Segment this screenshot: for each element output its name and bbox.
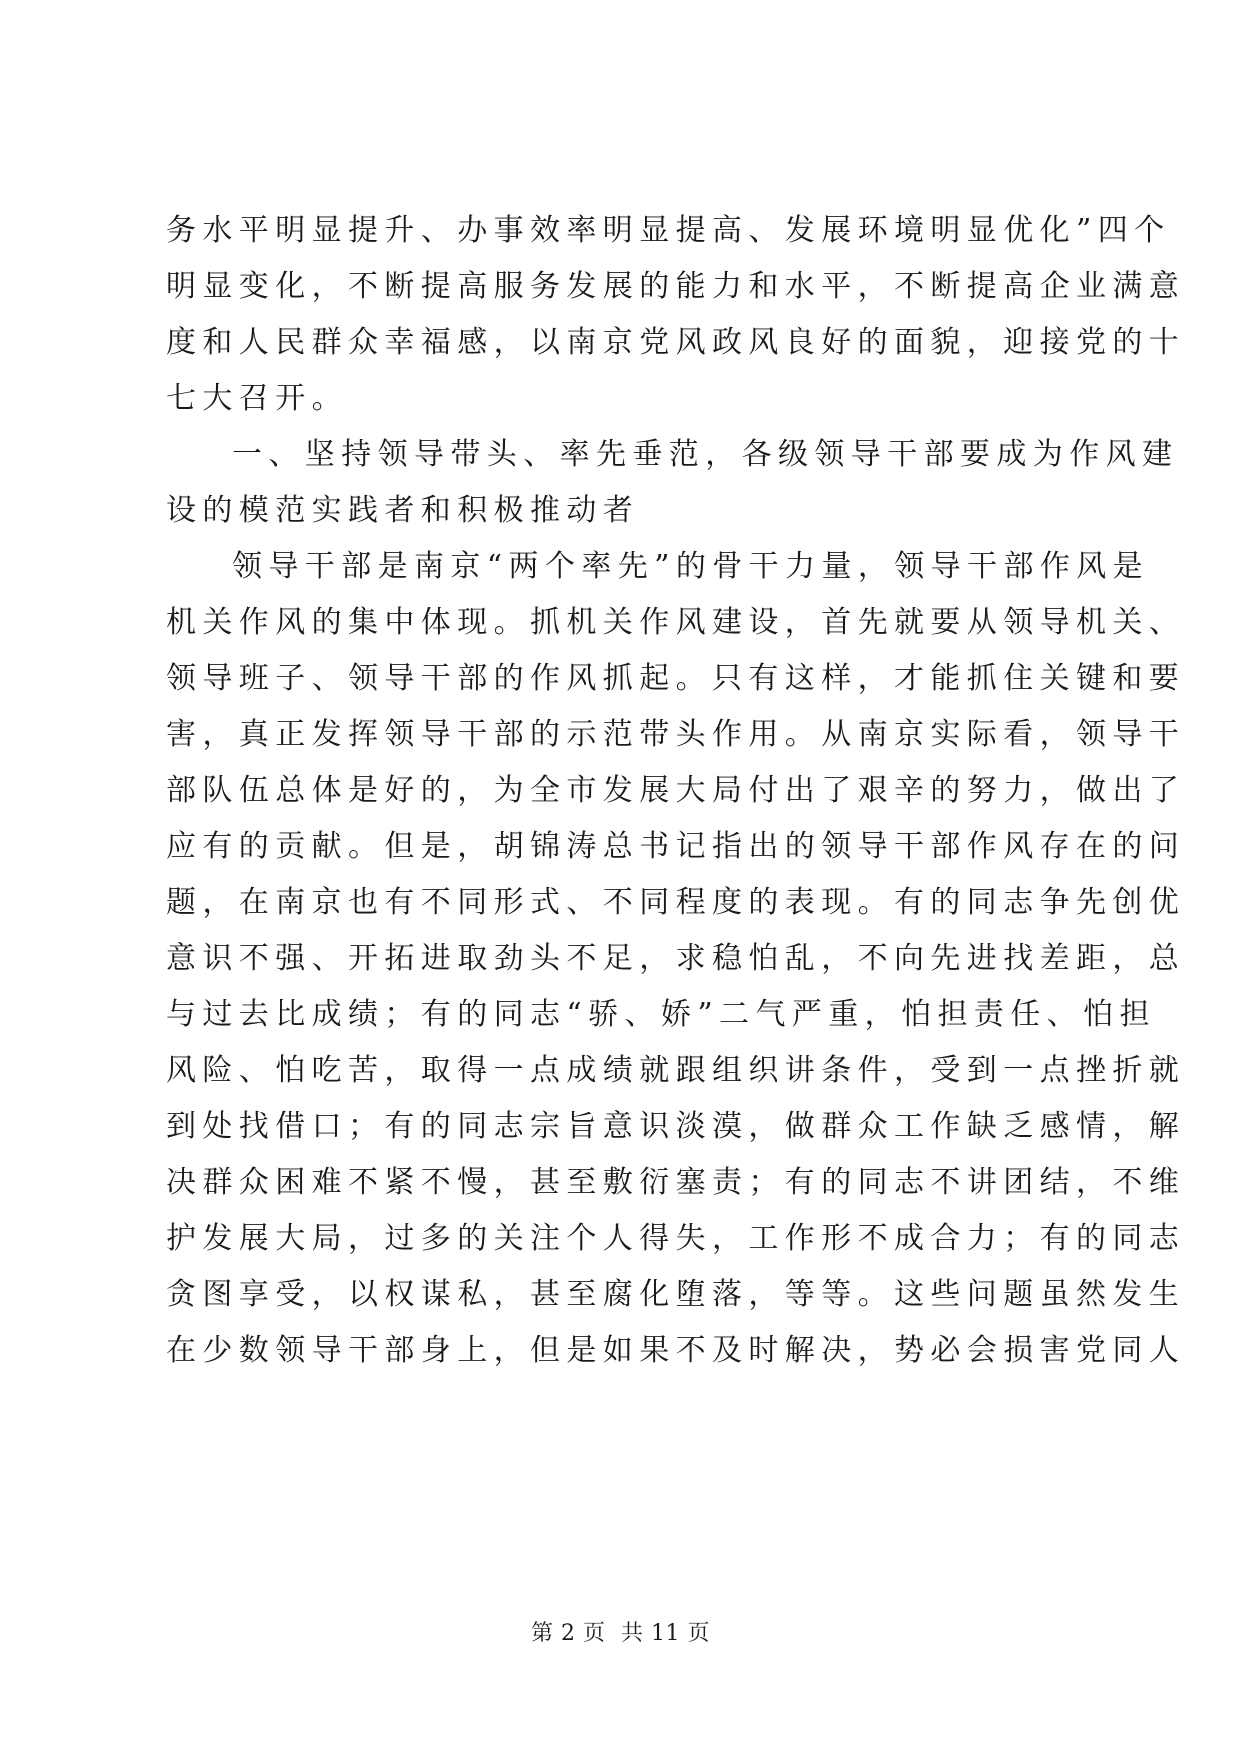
text-line: 务水平明显提升、办事效率明显提高、发展环境明显优化”四个	[166, 213, 1171, 248]
text-line: 贪图享受，以权谋私，甚至腐化堕落，等等。这些问题虽然发生	[166, 1277, 1186, 1312]
text-line: 决群众困难不紧不慢，甚至敷衍塞责；有的同志不讲团结，不维	[166, 1165, 1186, 1200]
text-line: 度和人民群众幸福感，以南京党风政风良好的面貌，迎接党的十	[166, 325, 1186, 360]
page-footer	[0, 1620, 1241, 1648]
page-total: 共 11 页	[621, 1621, 710, 1646]
text-line: 机关作风的集中体现。抓机关作风建设，首先就要从领导机关、	[166, 605, 1186, 640]
text-line: 风险、怕吃苦，取得一点成绩就跟组织讲条件，受到一点挫折就	[166, 1053, 1186, 1088]
page-number: 第 2 页	[531, 1621, 606, 1646]
text-line: 与过去比成绩；有的同志“骄、娇”二气严重，怕担责任、怕担	[166, 997, 1156, 1032]
text-line: 部队伍总体是好的，为全市发展大局付出了艰辛的努力，做出了	[166, 773, 1186, 808]
text-line: 害，真正发挥领导干部的示范带头作用。从南京实际看，领导干	[166, 717, 1186, 752]
text-line: 领导干部是南京“两个率先”的骨干力量，领导干部作风是	[232, 549, 1150, 584]
text-line: 题，在南京也有不同形式、不同程度的表现。有的同志争先创优	[166, 885, 1186, 920]
text-line: 护发展大局，过多的关注个人得失，工作形不成合力；有的同志	[166, 1221, 1186, 1256]
section-heading-line: 一、坚持领导带头、率先垂范，各级领导干部要成为作风建	[232, 437, 1179, 472]
text-line: 领导班子、领导干部的作风抓起。只有这样，才能抓住关键和要	[166, 661, 1186, 696]
text-line: 意识不强、开拓进取劲头不足，求稳怕乱，不向先进找差距，总	[166, 941, 1186, 976]
text-line: 到处找借口；有的同志宗旨意识淡漠，做群众工作缺乏感情，解	[166, 1109, 1186, 1144]
text-line: 应有的贡献。但是，胡锦涛总书记指出的领导干部作风存在的问	[166, 829, 1186, 864]
text-line: 明显变化，不断提高服务发展的能力和水平，不断提高企业满意	[166, 269, 1186, 304]
section-heading-line: 设的模范实践者和积极推动者	[166, 493, 640, 528]
text-line: 在少数领导干部身上，但是如果不及时解决，势必会损害党同人	[166, 1333, 1186, 1368]
text-line: 七大召开。	[166, 381, 348, 416]
